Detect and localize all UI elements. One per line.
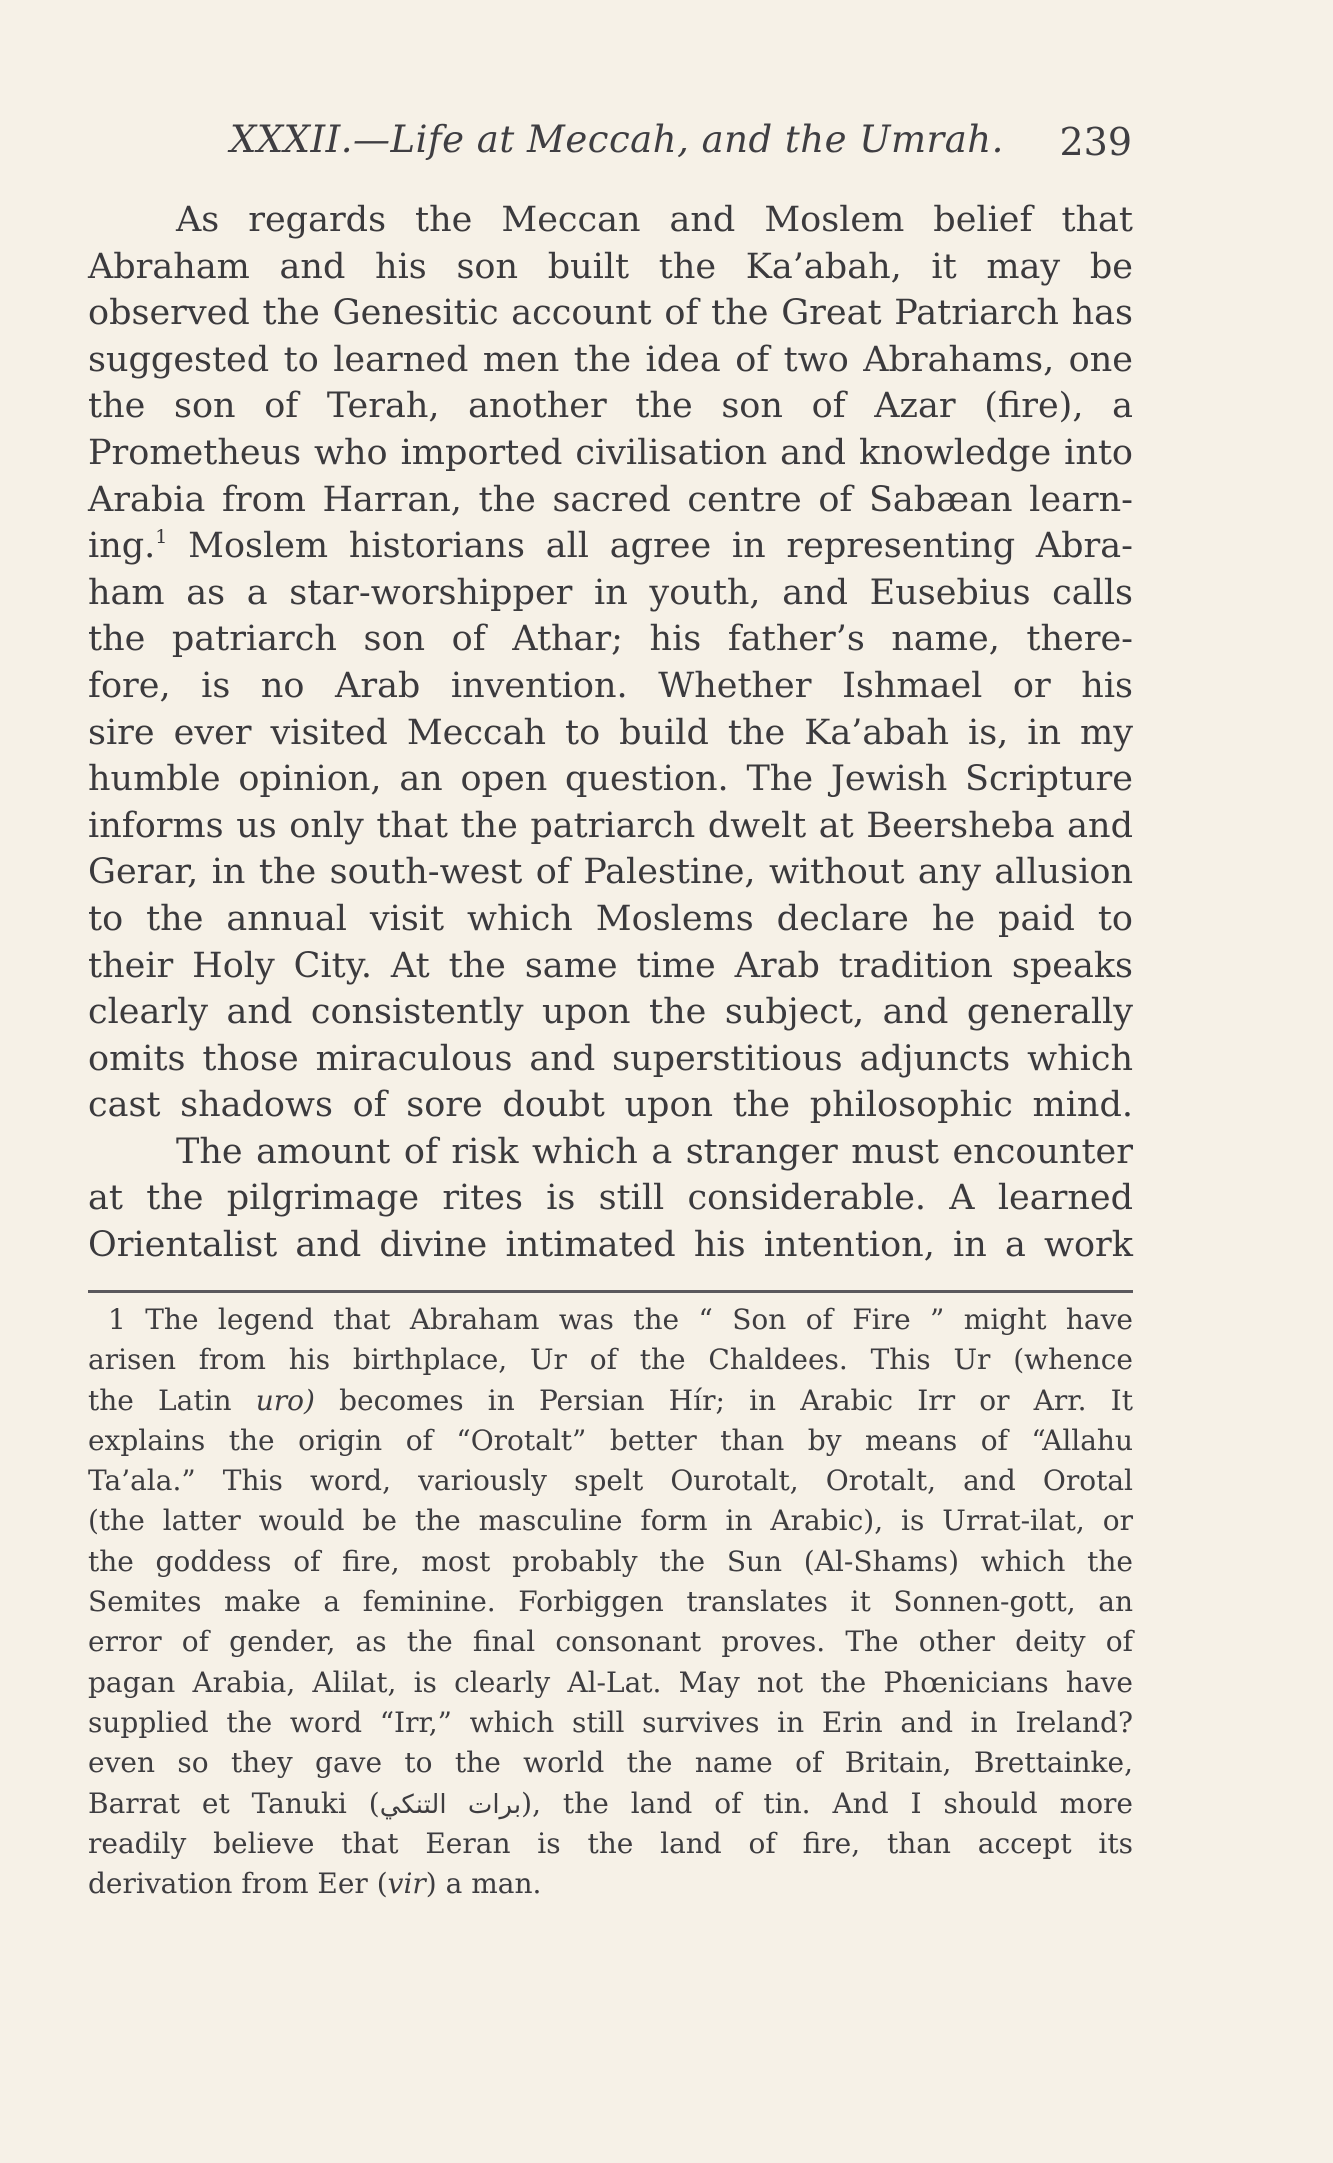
footnote-line: pagan Arabia, Alilat, is clearly Al-Lat. May not the Phœnicians have [88,1665,1133,1699]
footnote-line-rest: a man. [445,1867,542,1901]
footnote [88,1300,1133,1904]
footnote-rule [88,1290,1133,1293]
body-line: their Holy City. At the same time Arab tradition speaks [88,945,1133,986]
running-title: XXXII.—Life at Meccah, and the Umrah. [230,118,1004,161]
footnote-line [88,1300,1133,1340]
body-line-prefix: ing. [88,526,156,567]
footnote-number: 1 [108,1303,126,1336]
body-line-rest: Moslem historians all agree in representing Abra- [188,526,1133,567]
body-line: Abraham and his son built the Ka’abah, it may be [88,246,1133,287]
footnote-line-rest: becomes in Persian Hír; in Arabic Irr or Arr. It [339,1383,1133,1417]
arabic-text: برات التنكي [379,1789,522,1820]
body-line: observed the Genesitic account of the Great Patriarch has [88,293,1133,334]
body-line: Prometheus who imported civilisation and knowledge into [88,432,1133,473]
body-line: sire ever visited Meccah to build the Ka’abah is, in my [88,712,1133,753]
footnote-line-prefix: the Latin [88,1383,232,1417]
footnote-line: Ta’ala.” This word, variously spelt Ourotalt, Orotalt, and Orotal [88,1464,1133,1498]
body-line: to the annual visit which Moslems declare he paid to [88,898,1133,939]
body-line: The amount of risk which a stranger must encounter [176,1131,1133,1172]
body-line: clearly and consistently upon the subject, and generally [88,992,1133,1033]
footnote-line-close: ), [521,1786,541,1820]
footnote-line-close: ) [425,1867,437,1901]
footnote-line [88,1864,1133,1904]
body-line: Gerar, in the south-west of Palestine, without any allusion [88,852,1133,893]
footnote-line-text: The legend that Abraham was the “ Son of Fire ” might have [145,1303,1133,1336]
body-line: suggested to learned men the idea of two Abrahams, one [88,339,1133,380]
body-line: the son of Terah, another the son of Azar (fire), a [88,386,1133,427]
body-line: humble opinion, an open question. The Jewish Scripture [88,759,1133,800]
body-line: ham as a star-worshipper in youth, and Eusebius calls [88,572,1133,613]
footnote-line [88,1381,1133,1421]
footnote-marker: 1 [155,526,168,549]
footnote-line: error of gender, as the final consonant proves. The other deity of [88,1625,1133,1659]
body-line-with-footnote-ref [88,523,1133,570]
body-line: Orientalist and divine intimated his intention, in a work [88,1225,1133,1266]
footnote-line: (the latter would be the masculine form in Arabic), is Urrat-ilat, or [88,1504,1133,1538]
footnote-line-prefix: Barrat et Tanuki ( [88,1786,380,1820]
footnote-line: explains the origin of “Orotalt” better than by means of “Allahu [88,1423,1133,1457]
running-head [230,118,1132,174]
footnote-line: arisen from his birthplace, Ur of the Chaldees. This Ur (whence [88,1343,1133,1377]
footnote-line-prefix: derivation from Eer ( [88,1867,388,1901]
footnote-line: the goddess of fire, most probably the Sun (Al-Shams) which the [88,1544,1133,1578]
footnote-line-rest: the land of tin. And I should more [562,1786,1134,1820]
footnote-line: Semites make a feminine. Forbiggen translates it Sonnen-gott, an [88,1585,1133,1619]
footnote-line: supplied the word “Irr,” which still survives in Erin and in Ireland? [88,1705,1133,1739]
body-line: omits those miraculous and superstitious adjuncts which [88,1038,1133,1079]
footnote-line: even so they gave to the world the name of Britain, Brettainke, [88,1746,1133,1780]
body-text [88,197,1133,1269]
latin-word: uro) [255,1383,315,1417]
footnote-line: readily believe that Eeran is the land of fire, than accept its [88,1826,1133,1860]
body-line: Arabia from Harran, the sacred centre of Sabæan learn- [88,479,1133,520]
vir-word: vir [387,1867,426,1901]
body-line: the patriarch son of Athar; his father’s name, there- [88,619,1133,660]
body-line: at the pilgrimage rites is still considerable. A learned [88,1178,1133,1219]
body-line: informs us only that the patriarch dwelt at Beersheba and [88,805,1133,846]
body-line: cast shadows of sore doubt upon the philosophic mind. [88,1085,1133,1126]
footnote-line [88,1784,1133,1824]
body-line: As regards the Meccan and Moslem belief that [176,200,1133,240]
body-line: fore, is no Arab invention. Whether Ishmael or his [88,665,1133,706]
page-number: 239 [1059,120,1132,164]
